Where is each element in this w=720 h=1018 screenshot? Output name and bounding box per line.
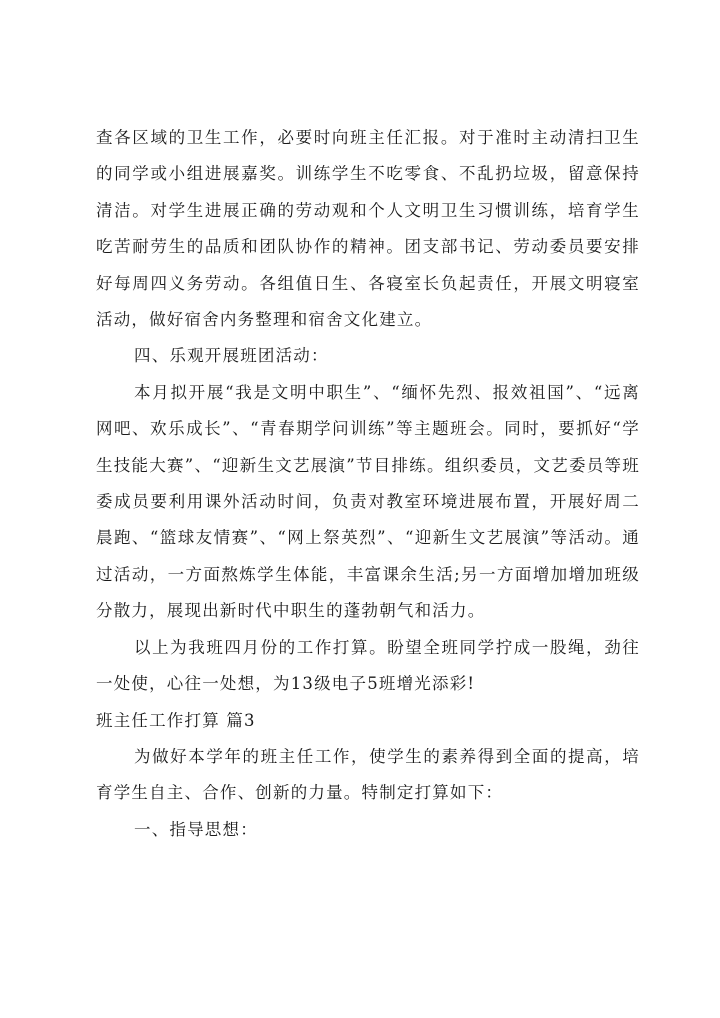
paragraph-conclusion: 以上为我班四月份的工作打算。盼望全班同学拧成一股绳，劲往一处使，心往一处想，为13级电子5班增光添彩! xyxy=(96,637,640,694)
paragraph-intro: 为做好本学年的班主任工作，使学生的素养得到全面的提高，培育学生自主、合作、创新的力量。特制定打算如下： xyxy=(96,746,640,803)
section-heading-class-activities: 四、乐观开展班团活动： xyxy=(134,346,329,366)
article-title: 班主任工作打算 篇3 xyxy=(96,710,256,730)
document-body xyxy=(96,120,640,848)
section-heading-guiding-ideology: 一、指导思想： xyxy=(134,819,258,839)
paragraph-hygiene: 查各区域的卫生工作，必要时向班主任汇报。对于准时主动清扫卫生的同学或小组进展嘉奖。训练学生不吃零食、不乱扔垃圾，留意保持清洁。对学生进展正确的劳动观和个人文明卫生习惯训练，培育学生吃苦耐劳生的品质和团队协作的精神。团支部书记、劳动委员要安排好每周四义务劳动。各组值日生、各寝室长负起责任，开展文明寝室活动，做好宿舍内务整理和宿舍文化建立。 xyxy=(96,128,640,330)
paragraph-activities: 本月拟开展“我是文明中职生”、“缅怀先烈、报效祖国”、“远离网吧、欢乐成长”、“青春期学问训练”等主题班会。同时，要抓好“学生技能大赛”、“迎新生文艺展演”节目排练。组织委员，文艺委员等班委成员要利用课外活动时间，负责对教室环境进展布置，开展好周二晨跑、“篮球友情赛”、“网上祭英烈”、“迎新生文艺展演”等活动。通过活动，一方面熬炼学生体能，丰富课余生活;另一方面增加增加班级分散力，展现出新时代中职生的蓬勃朝气和活力。 xyxy=(96,382,640,621)
